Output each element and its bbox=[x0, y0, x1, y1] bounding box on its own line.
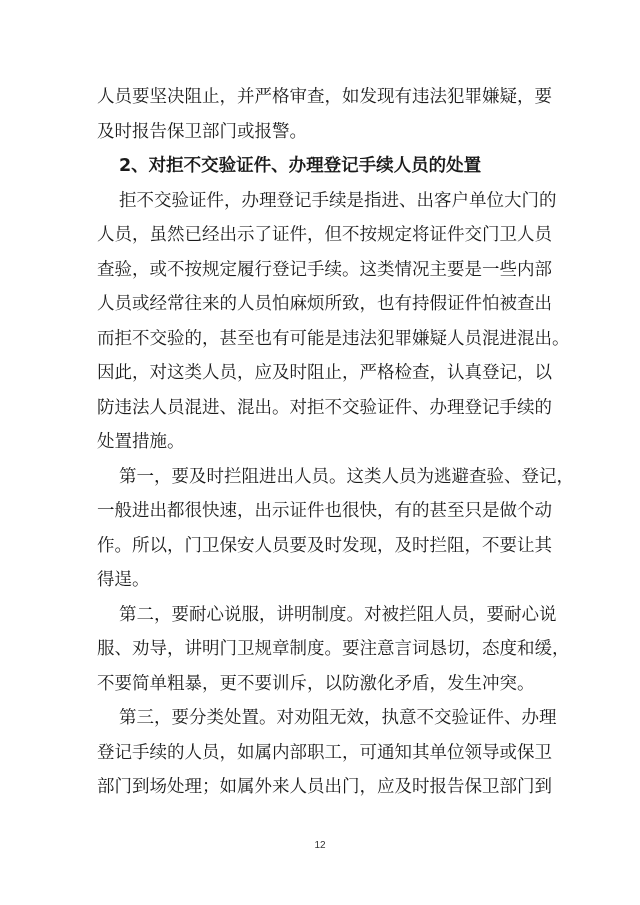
text-line: 处置措施。 bbox=[97, 432, 185, 452]
text-line: 一般进出都很快速，出示证件也很快，有的甚至只是做个动 bbox=[97, 501, 552, 521]
text-line: 不要简单粗暴，更不要训斥，以防激化矛盾，发生冲突。 bbox=[97, 673, 535, 694]
text-line: 部门到场处理；如属外来人员出门，应及时报告保卫部门到 bbox=[97, 777, 552, 797]
text-line: 人员要坚决阻止，并严格审查，如发现有违法犯罪嫌疑，要 bbox=[97, 87, 552, 107]
text-line: 防违法人员混进、混出。对拒不交验证件、办理登记手续的 bbox=[97, 397, 552, 418]
text-line: 查验，或不按规定履行登记手续。这类情况主要是一些内部 bbox=[97, 259, 552, 280]
text-line: 第二，要耐心说服，讲明制度。对被拦阻人员，要耐心说 bbox=[119, 604, 557, 625]
page-number: 12 bbox=[314, 840, 326, 851]
text-line: 作。所以，门卫保安人员要及时发现，及时拦阻，不要让其 bbox=[97, 535, 552, 556]
text-line: 拒不交验证件，办理登记手续是指进、出客户单位大门的 bbox=[119, 190, 557, 211]
text-line: 而拒不交验的，甚至也有可能是违法犯罪嫌疑人员混进混出。 bbox=[97, 328, 570, 349]
text-line: 第一，要及时拦阻进出人员。这类人员为逃避查验、登记， bbox=[119, 466, 574, 487]
text-line: 第三，要分类处置。对劝阻无效，执意不交验证件、办理 bbox=[119, 708, 557, 728]
text-line: 及时报告保卫部门或报警。 bbox=[97, 121, 307, 142]
text-line: 服、劝导，讲明门卫规章制度。要注意言词恳切，态度和缓， bbox=[97, 639, 570, 659]
text-line: 得逞。 bbox=[97, 570, 150, 590]
body-text bbox=[97, 80, 574, 805]
text-line: 登记手续的人员，如属内部职工，可通知其单位领导或保卫 bbox=[97, 742, 552, 763]
text-line: 人员，虽然已经出示了证件，但不按规定将证件交门卫人员 bbox=[97, 225, 552, 245]
text-line: 人员或经常往来的人员怕麻烦所致，也有持假证件怕被查出 bbox=[97, 294, 552, 314]
section-heading: 2、对拒不交验证件、办理登记手续人员的处置 bbox=[119, 156, 482, 176]
text-line: 因此，对这类人员，应及时阻止，严格检查，认真登记，以 bbox=[97, 363, 552, 383]
